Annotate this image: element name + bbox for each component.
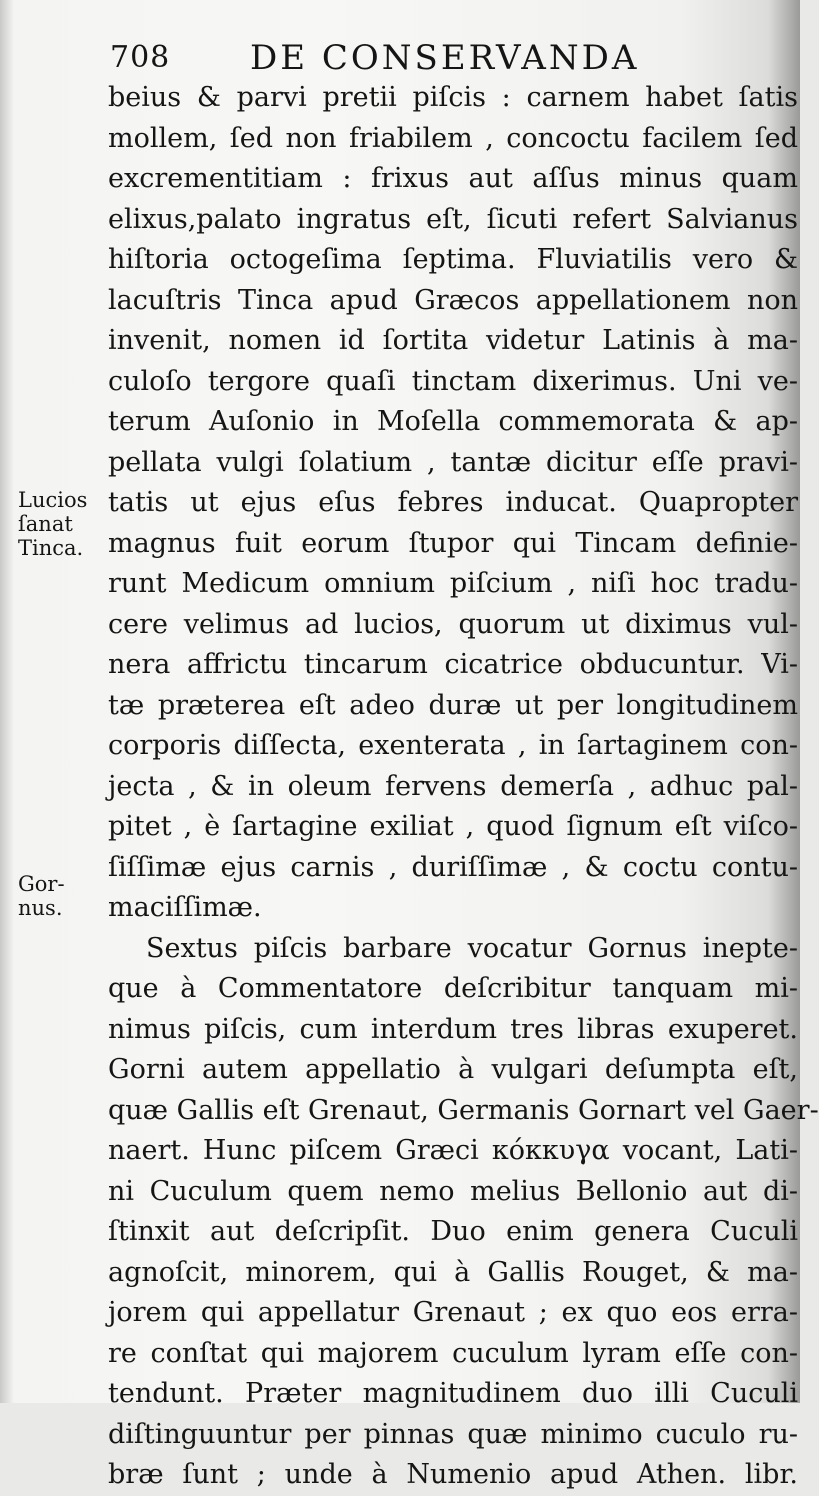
text-line: que à Commentatore deſcribitur tanquam mi- [108, 973, 798, 1004]
text-line: Gorni autem appellatio à vulgari deſumpta eſt, [108, 1054, 798, 1085]
text-line: excrementitiam : frixus aut aſſus minus quam [108, 163, 798, 194]
margin-note-line: Lucios [18, 488, 88, 512]
text-line: nera affrictu tincarum cicatrice obducuntur. Vi- [108, 649, 798, 680]
margin-note-line: ſanat [18, 512, 73, 536]
text-line: ſtinxit aut deſcripſit. Duo enim genera Cuculi [108, 1216, 798, 1247]
text-line: ni Cuculum quem nemo melius Bellonio aut di- [108, 1175, 798, 1207]
text-line: bræ ſunt ; unde à Numenio apud Athen. libr. [108, 1459, 798, 1490]
running-title: DE CONSERVANDA [250, 38, 640, 78]
text-line: mollem, ſed non friabilem , concoctu facilem ſed [108, 122, 798, 154]
margin-note-line: Tinca. [18, 536, 84, 560]
text-line: quæ Gallis eſt Grenaut, Germanis Gornart vel Gaer- [108, 1094, 819, 1126]
text-line: runt Medicum omnium piſcium , niſi hoc tradu- [108, 568, 798, 599]
text-line: jecta , & in oleum fervens demerſa , adhuc pal- [108, 770, 798, 802]
text-line: pellata vulgi ſolatium , tantæ dicitur eſſe pravi- [108, 446, 798, 478]
text-line: ſiſſimæ ejus carnis , duriſſimæ , & coctu contu- [108, 851, 798, 883]
text-line: pitet , è ſartagine exiliat , quod ſignum eſt viſco- [108, 811, 798, 842]
margin-note-line: nus. [18, 896, 63, 920]
margin-note-line: Gor- [18, 872, 65, 896]
text-line: tatis ut ejus eſus febres inducat. Quapropter [108, 487, 798, 518]
text-line: maciſſimæ. [108, 892, 262, 923]
text-line: cere velimus ad lucios, quorum ut diximus vul- [108, 608, 798, 640]
text-line: elixus,palato ingratus eſt, ſicuti refert Salvianus [108, 203, 798, 235]
text-line: tendunt. Præter magnitudinem duo illi Cuculi [108, 1378, 798, 1409]
text-line: Sextus piſcis barbare vocatur Gornus inepte- [146, 932, 798, 964]
text-line: terum Auſonio in Moſella commemorata & ap- [108, 406, 798, 437]
text-line: agnoſcit, minorem, qui à Gallis Rouget, & ma- [108, 1256, 798, 1288]
text-line: naert. Hunc piſcem Græci κόκκυγα vocant, Lati- [108, 1135, 798, 1166]
margin-note-gornus [18, 872, 65, 920]
text-line: invenit, nomen id ſortita videtur Latinis à ma- [108, 325, 798, 356]
text-line: tæ præterea eſt adeo duræ ut per longitudinem [108, 689, 798, 721]
text-line: jorem qui appellatur Grenaut ; ex quo eos erra- [108, 1297, 798, 1328]
page-number: 708 [110, 40, 171, 75]
text-line: beius & parvi pretii piſcis : carnem habet ſatis [108, 82, 798, 113]
text-line: hiſtoria octogeſima ſeptima. Fluviatilis vero & [108, 244, 798, 275]
page-gutter-shadow [0, 0, 14, 1403]
text-line: nimus piſcis, cum interdum tres libras exuperet. [108, 1013, 798, 1045]
text-line: corporis diſſecta, exenterata , in ſartaginem con- [108, 730, 798, 761]
margin-note-lucios [18, 488, 87, 560]
body-text [108, 78, 819, 1496]
text-line: culoſo tergore quaſi tinctam dixerimus. Uni ve- [108, 365, 798, 397]
text-line: lacuſtris Tinca apud Græcos appellationem non [108, 284, 798, 316]
text-line: magnus fuit eorum ſtupor qui Tincam definie- [108, 527, 798, 559]
text-line: diſtinguuntur per pinnas quæ minimo cuculo ru- [108, 1418, 798, 1450]
text-line: re conſtat qui majorem cuculum lyram eſſe con- [108, 1337, 798, 1369]
